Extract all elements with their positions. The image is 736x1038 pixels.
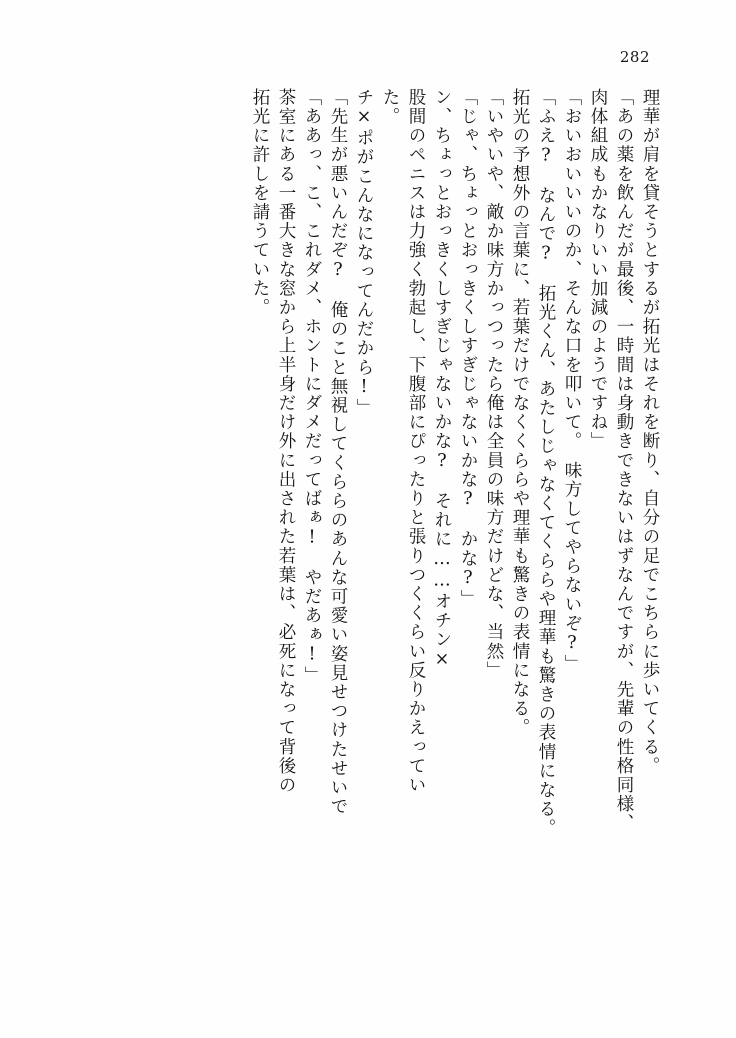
vertical-text-body	[96, 88, 658, 978]
text-line: 「先生が悪いんだぞ? 俺のこと無視してくららのあんな可愛い姿見せつけたせいで	[328, 88, 348, 817]
text-line: 「じゃ、ちょっとおっきくしすぎじゃないかな? かな?」	[458, 88, 478, 609]
text-line: 理華が肩を貸そうとするが拓光はそれを断り、自分の足でこちらに歩いてくる。	[640, 88, 660, 776]
text-line: 「ああっ、こ、これダメ、ホントにダメだってばぁ! やだあぁ!」	[302, 88, 322, 686]
text-line: ン、ちょっとおっきくしすぎじゃないかな? それに……オチン×	[432, 88, 452, 671]
text-line: 「おいおいいいのか、そんな口を叩いて。 味方してやらないぞ?」	[562, 88, 582, 674]
text-line: た。	[380, 88, 400, 127]
text-line: 股間のペニスは力強く勃起し、下腹部にぴったりと張りつくくらい反りかえってい	[406, 88, 426, 795]
text-line: 「いやいや、敵か味方かっつったら俺は全員の味方だけどな、当然」	[484, 88, 504, 681]
page-number: 282	[619, 48, 650, 66]
text-line: 肉体組成もかなりいい加減のようですね」	[588, 88, 608, 451]
text-line: 拓光の予想外の言葉に、若葉だけでなくくららや理華も驚きの表情になる。	[510, 88, 530, 738]
text-line: 「ふえ? なんで? 拓光くん、あたしじゃなくてくららや理華も驚きの表情になる。	[536, 88, 556, 838]
text-line: 拓光に許しを請うていた。	[250, 88, 270, 318]
text-line: チ×ポがこんなになってんだから!」	[354, 88, 374, 418]
text-line: 「あの薬を飲んだが最後、一時間は身動きできないはずなんですが、先輩の性格同様、	[614, 88, 634, 833]
text-line: 茶室にある一番大きな窓から上半身だけ外に出された若葉は、必死になって背後の	[276, 88, 296, 795]
